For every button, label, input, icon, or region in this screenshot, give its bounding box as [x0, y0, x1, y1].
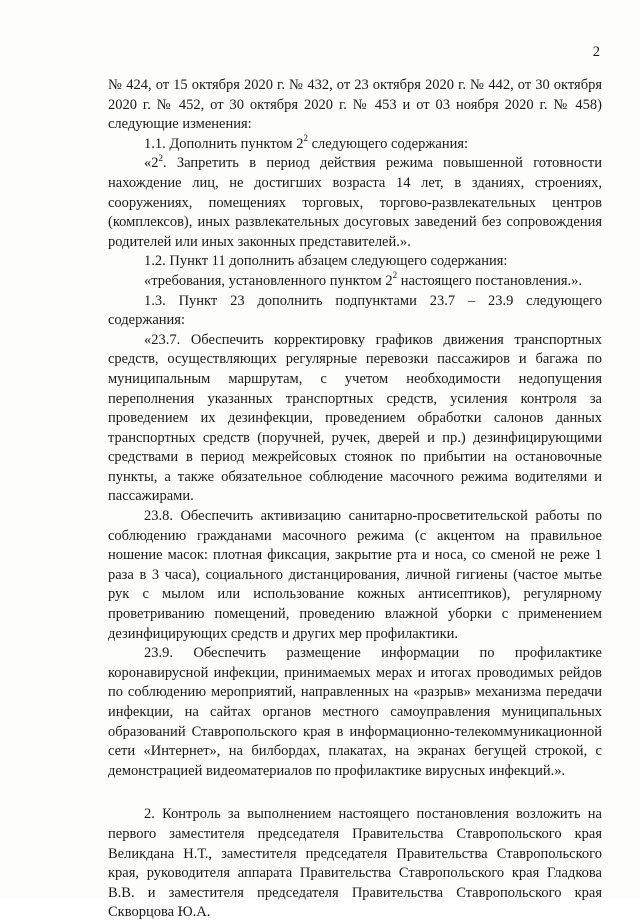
paragraph-point-2-2-start: «2: [144, 155, 159, 172]
paragraph-item-1-1-tail: следующего содержания:: [307, 135, 469, 152]
page-number: 2: [592, 44, 600, 60]
paragraph-control: 2. Контроль за выполнением настоящего постановления возложить на первого заместителя председателя Правительства Ставропольского края Великдана Н.Т., заместителя председателя Правительства Ставропольского края, руководителя аппарата Правительства Ставропольского края Гладкова В.В. и заместителя председателя Правительства Ставропольского края Скворцова Ю.А.: [108, 806, 602, 921]
paragraph-requirement-text: «требования, установленного пунктом 2: [144, 272, 393, 289]
superscript: 2: [392, 270, 398, 281]
superscript: 2: [158, 152, 163, 163]
paragraph-item-1-1: [108, 132, 602, 155]
paragraph-23-8: 23.8. Обеспечить активизацию санитарно-просветительской работы по соблюдению гражданами масочного режима (с акцентом на правильное ношение масок: плотная фиксация, закрытие рта и носа, со сменой не реже 1 раза в 3 часа), социального дистанцирования, личной гигиены (частое мытье рук с мылом или использование кожных антисептиков), регулярному проветриванию помещений, проведению влажной уборки с применением дезинфицирующих средств и других мер профилактики.: [108, 508, 602, 642]
paragraph-changes-intro: № 424, от 15 октября 2020 г. № 432, от 23 октября 2020 г. № 442, от 30 октября 2020 г. № 452, от 30 октября 2020 г. № 453 и от 03 ноября 2020 г. № 458) следующие изменения:: [108, 77, 602, 133]
paragraph-gap: [108, 781, 602, 805]
paragraph-point-2-2-text: . Запретить в период действия режима повышенной готовности нахождение лиц, не достигших возраста 14 лет, в зданиях, строениях, сооружениях, помещениях торговых, торгово-развлекательных центров (комплексов), иных развлекательных досуговых заведений без сопровождения родителей или иных законных представителей.».: [108, 155, 602, 250]
paragraph-item-1-3: 1.3. Пункт 23 дополнить подпунктами 23.7 – 23.9 следующего содержания:: [108, 292, 602, 329]
superscript: 2: [303, 132, 308, 143]
document-body: [108, 76, 602, 923]
paragraph-requirement-tail: настоящего постановления.».: [397, 272, 582, 289]
paragraph-23-9: 23.9. Обеспечить размещение информации по профилактике коронавирусной инфекции, принимаемых мерах и итогах проводимых рейдов по соблюдению мероприятий, направленных на «разрыв» механизма передачи инфекции, на сайтах органов местного самоуправления муниципальных образований Ставропольского края в информационно-телекоммуникационной сети «Интернет», на билбордах, плакатах, на экранах бегущей строкой, с демонстрацией видеоматериалов по профилактике вирусных инфекций.».: [108, 645, 602, 779]
paragraph-item-1-2: 1.2. Пункт 11 дополнить абзацем следующего содержания:: [144, 253, 508, 270]
paragraph-point-2-2: [108, 154, 602, 252]
paragraph-item-1-1-text: 1.1. Дополнить пунктом 2: [144, 135, 304, 152]
paragraph-23-7: «23.7. Обеспечить корректировку графиков движения транспортных средств, осуществляющих регулярные перевозки пассажиров и багажа по муниципальным маршрутам, с учетом необходимости недопущения переполнения указанных транспортных средств, усиления контроля за проведением их дезинфекции, проведением обработки салонов данных транспортных средств (поручней, ручек, дверей и пр.) дезинфицирующими средствами в период межрейсовых стоянок по прибытии на остановочные пункты, а также обязательное соблюдение масочного режима водителями и пассажирами.: [108, 331, 602, 505]
paragraph-requirement: [108, 272, 602, 292]
